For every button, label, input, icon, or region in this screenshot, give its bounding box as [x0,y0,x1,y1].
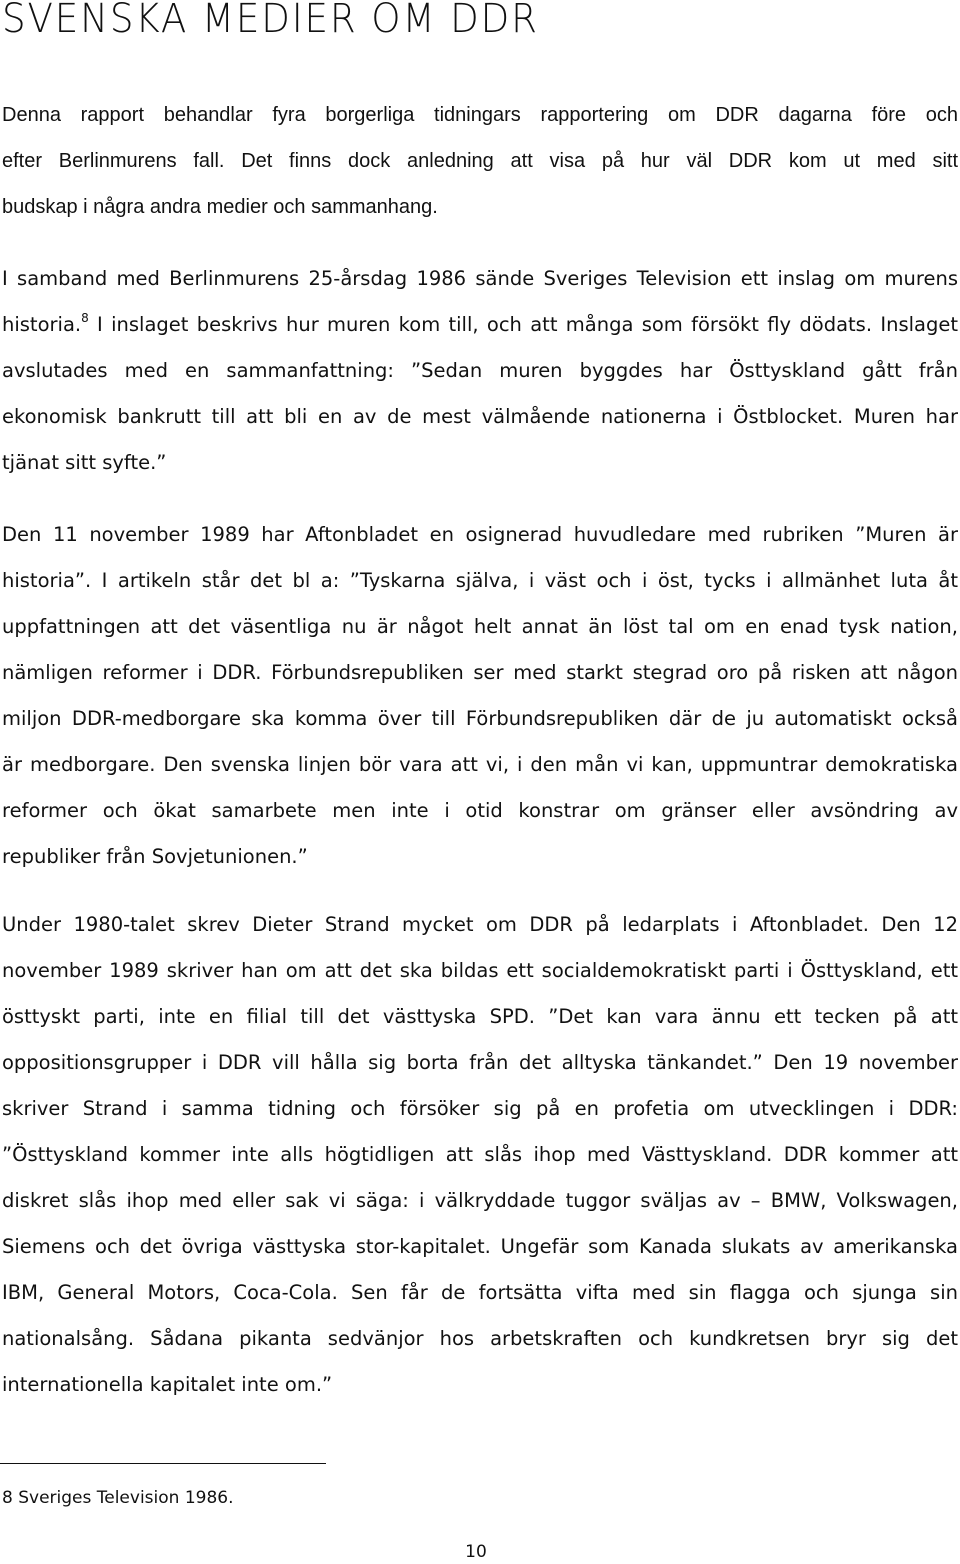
text-line: nämligen reformer i DDR. Förbundsrepubliken ser med starkt stegrad oro på risken att någon [2,661,958,684]
text-line: oppositionsgrupper i DDR vill hålla sig borta från det alltyska tänkandet.” Den 19 november [2,1051,958,1074]
paragraph-intro [2,92,958,230]
text-line: historia”. I artikeln står det bl a: ”Tyskarna själva, i väst och i öst, tycks i allmänhet luta åt [2,569,958,592]
footnote: 8 Sveriges Television 1986. [2,1488,234,1508]
text-line: miljon DDR-medborgare ska komma över till Förbundsrepubliken där de ju automatiskt också [2,707,958,730]
text-line: Den 11 november 1989 har Aftonbladet en osignerad huvudledare med rubriken ”Muren är [2,523,958,546]
text-line: budskap i några andra medier och sammanhang. [2,196,438,218]
text-line: nationalsång. Sådana pikanta sedvänjor hos arbetskraften och kundkretsen bryr sig det [2,1327,958,1350]
text-line-with-footnote [2,302,958,348]
text-line: november 1989 skriver han om att det ska bildas ett socialdemokratiskt parti i Östtyskland, ett [2,959,958,982]
text-line: I samband med Berlinmurens 25-årsdag 1986 sände Sveriges Television ett inslag om murens [2,267,958,290]
text-line: avslutades med en sammanfattning: ”Sedan muren byggdes har Östtyskland gått från [2,359,958,382]
text-line: ekonomisk bankrutt till att bli en av de mest välmående nationerna i Östblocket. Muren har [2,405,958,428]
footnote-divider [0,1463,326,1464]
text-line: är medborgare. Den svenska linjen bör vara att vi, i den mån vi kan, uppmuntrar demokratiska [2,753,958,776]
text-line: reformer och ökat samarbete men inte i otid konstrar om gränser eller avsöndring av [2,799,958,822]
text-line: internationella kapitalet inte om.” [2,1373,333,1396]
text-fragment: historia. [2,313,82,336]
footnote-reference: 8 [81,311,89,325]
text-line: uppfattningen att det väsentliga nu är något helt annat än löst tal om en enad tysk nation, [2,615,958,638]
text-line: efter Berlinmurens fall. Det finns dock anledning att visa på hur väl DDR kom ut med sitt [2,150,958,172]
text-fragment: I inslaget beskrivs hur muren kom till, och att många som försökt fly dödats. Inslaget [88,313,958,336]
paragraph-svt-report [2,256,958,486]
page-number: 10 [465,1542,487,1562]
text-line: IBM, General Motors, Coca-Cola. Sen får de fortsätta vifta med sin flagga och sjunga sin [2,1281,958,1304]
paragraph-dieter-strand [2,902,958,1408]
text-line: Under 1980-talet skrev Dieter Strand mycket om DDR på ledarplats i Aftonbladet. Den 12 [2,913,958,936]
text-line: tjänat sitt syfte.” [2,451,167,474]
text-line: Denna rapport behandlar fyra borgerliga tidningars rapportering om DDR dagarna före och [2,104,958,126]
text-line: diskret slås ihop med eller sak vi säga: i välkryddade tuggor sväljas av – BMW, Volkswagen, [2,1189,958,1212]
text-line: Siemens och det övriga västtyska stor-kapitalet. Ungefär som Kanada slukats av amerikanska [2,1235,958,1258]
text-line: skriver Strand i samma tidning och försöker sig på en profetia om utvecklingen i DDR: [2,1097,958,1120]
text-line: östtyskt parti, inte en filial till det västtyska SPD. ”Det kan vara ännu ett tecken på att [2,1005,958,1028]
page-heading: SVENSKA MEDIER OM DDR [2,0,539,42]
paragraph-aftonbladet-editorial [2,512,958,880]
text-line: ”Östtyskland kommer inte alls högtidligen att slås ihop med Västtyskland. DDR kommer att [2,1143,958,1166]
text-line: republiker från Sovjetunionen.” [2,845,308,868]
